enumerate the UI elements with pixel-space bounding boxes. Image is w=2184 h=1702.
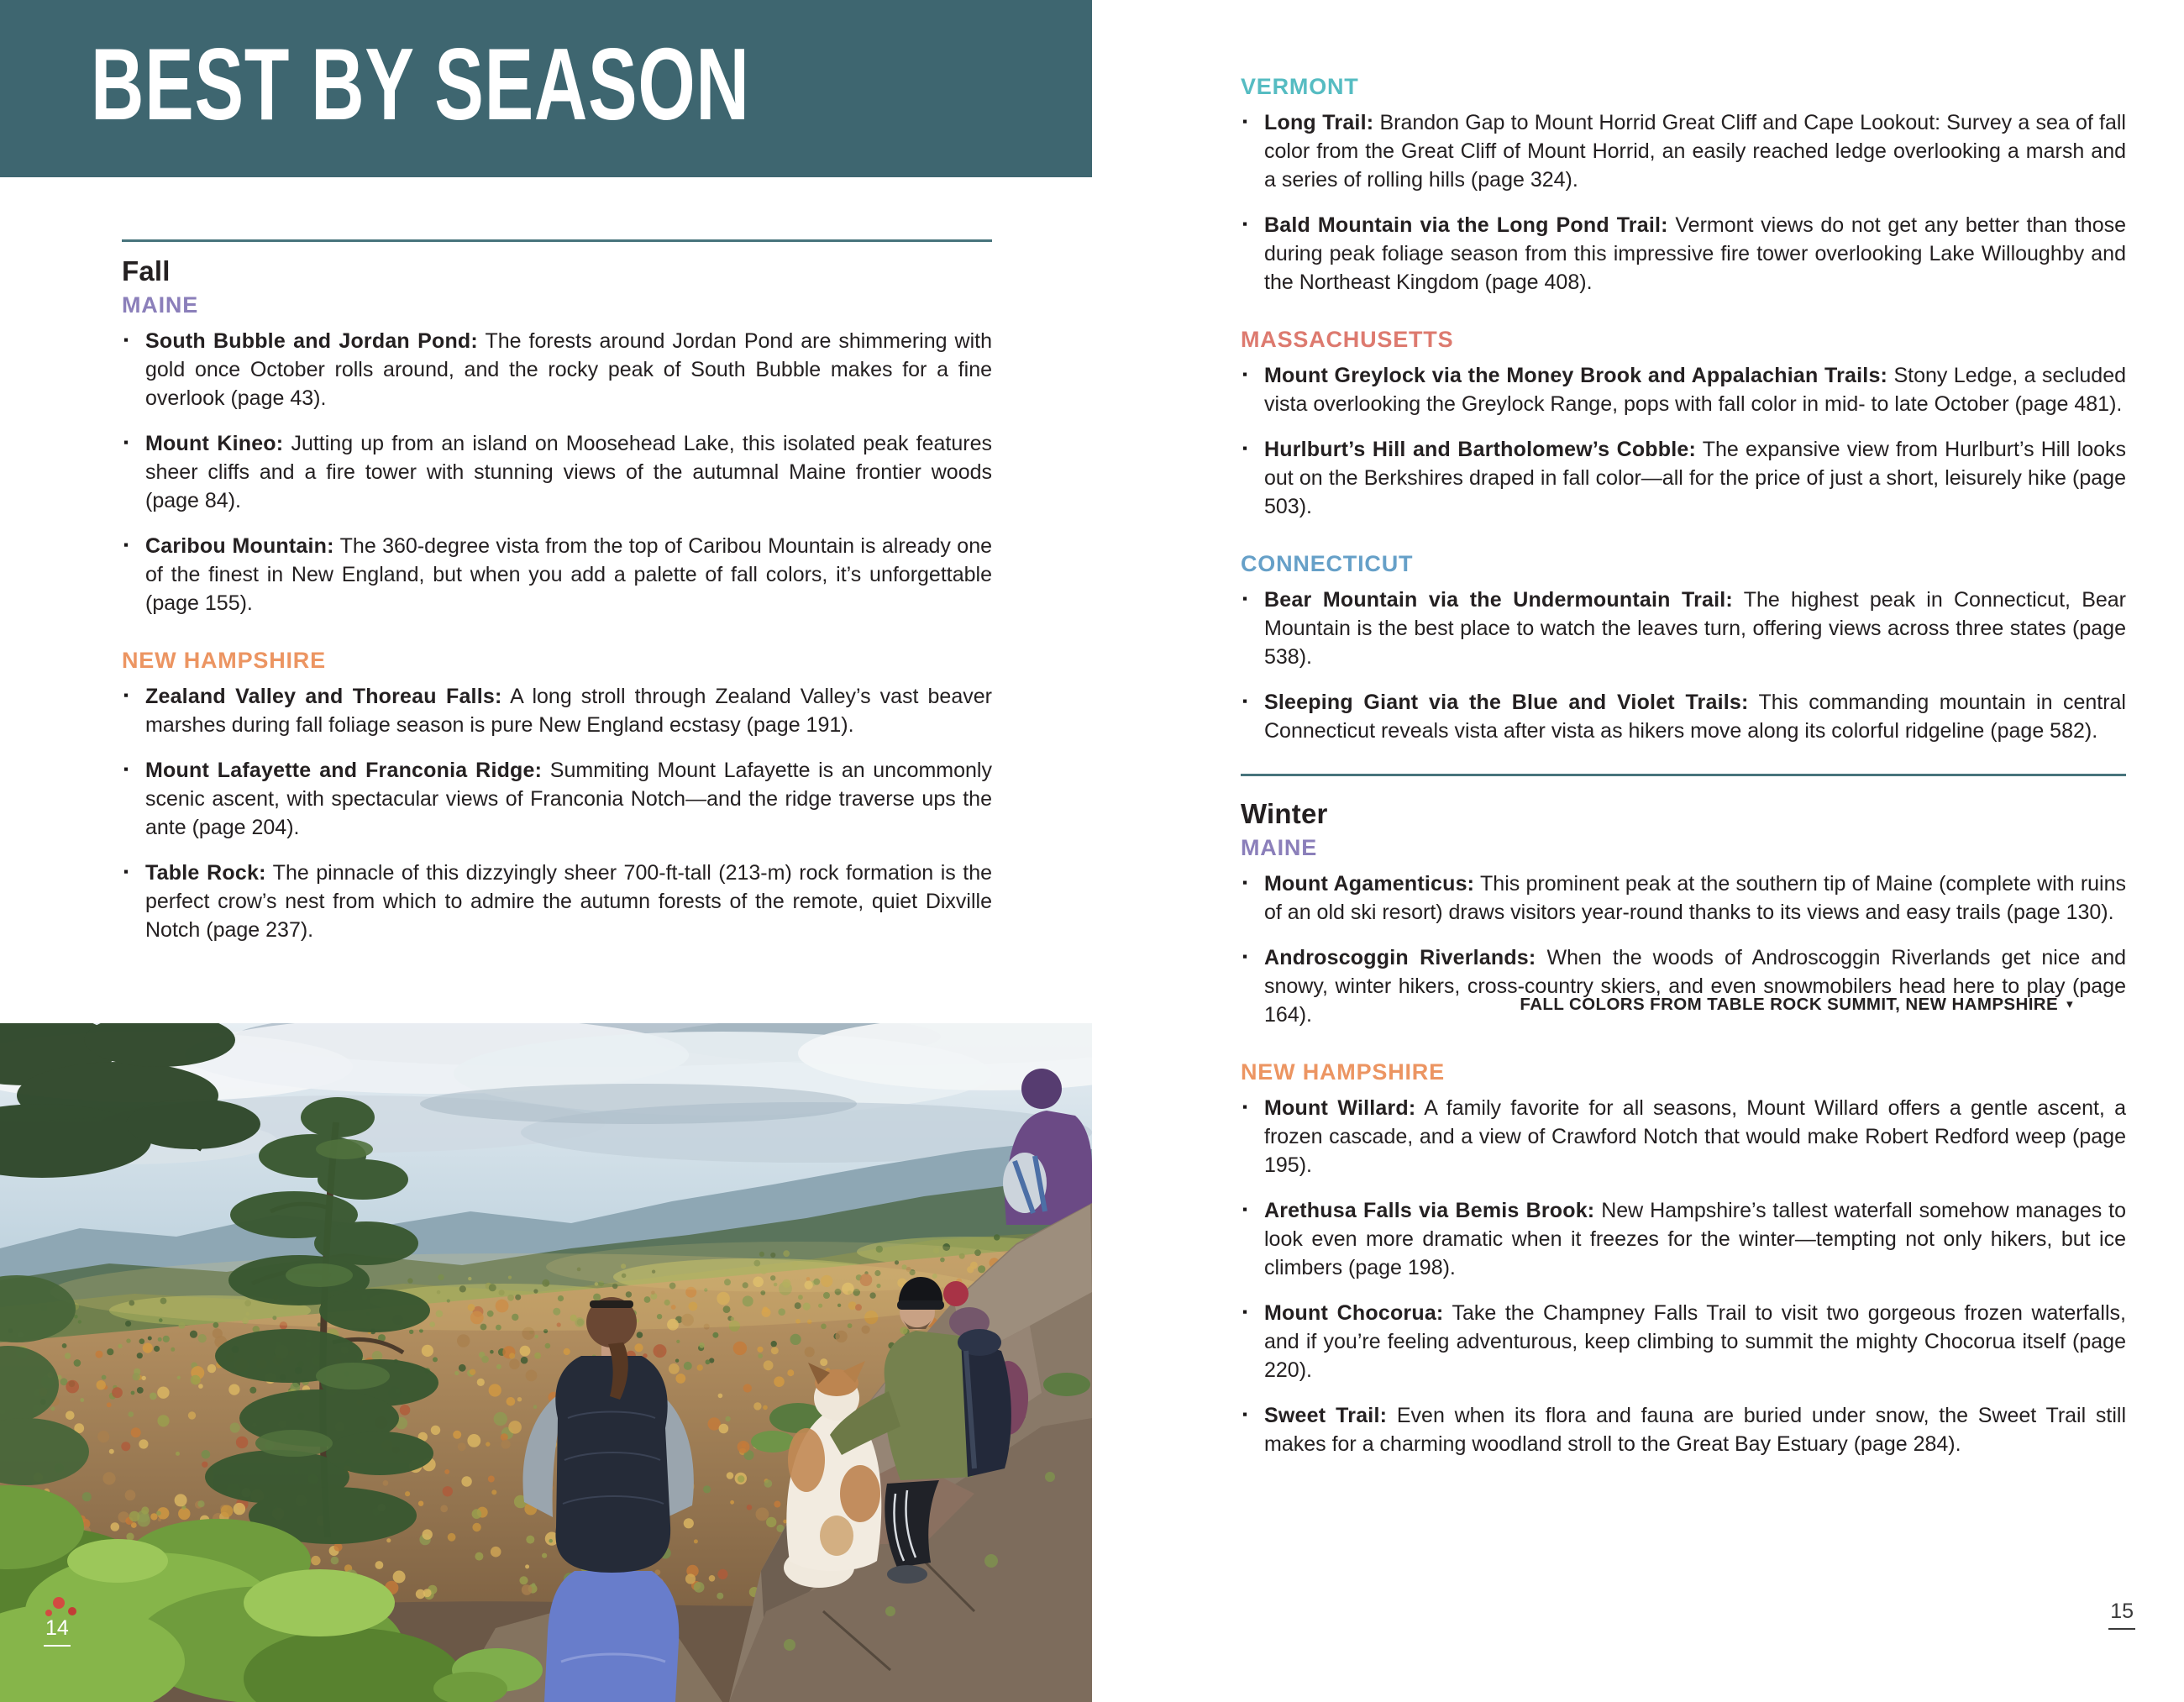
trail-desc: The highest peak in Connecticut, Bear Mountain is the best place to watch the leaves turn, offering views across three states (page 538). <box>1264 588 2126 669</box>
bullet-square-icon: ▪ <box>1242 1406 1248 1422</box>
page-number-left: 14 <box>44 1618 71 1647</box>
left-text-column <box>122 239 992 961</box>
section-divider <box>1241 774 2126 776</box>
trail-entry <box>122 859 992 944</box>
trail-name: Bald Mountain via the Long Pond Trail: <box>1264 213 1668 237</box>
trail-entry <box>122 429 992 515</box>
trail-name: South Bubble and Jordan Pond: <box>145 329 478 353</box>
trail-entry <box>1241 435 2126 521</box>
trail-desc: Summiting Mount Lafayette is an uncommonly scenic ascent, with spectacular views of Franconia Notch—and the ridge traverse ups the ante (page 204). <box>145 759 992 839</box>
state-heading-new-hampshire-winter: NEW HAMPSHIRE <box>1241 1059 1445 1085</box>
trail-desc: A long stroll through Zealand Valley’s vast beaver marshes during fall foliage season is pure New England ecstasy (page 191). <box>145 685 992 737</box>
caption-arrow-icon: ▾ <box>2066 997 2073 1011</box>
trail-name: Table Rock: <box>145 861 266 885</box>
trail-desc: Take the Champney Falls Trail to visit two gorgeous frozen waterfalls, and if you’re feeling adventurous, keep climbing to summit the mighty Chocorua itself (page 220). <box>1264 1301 2126 1382</box>
trail-name: Mount Lafayette and Franconia Ridge: <box>145 759 543 782</box>
trail-desc: This prominent peak at the southern tip of Maine (complete with ruins of an old ski resort) draws visitors year-round thanks to its views and easy trails (page 130). <box>1264 872 2127 924</box>
bullet-square-icon: ▪ <box>1242 875 1248 890</box>
bullet-square-icon: ▪ <box>123 864 129 880</box>
trail-desc: The pinnacle of this dizzyingly sheer 700-ft-tall (213-m) rock formation is the perfect crow’s nest from which to admire the autumn forests of the remote, quiet Dixville Notch (page 237). <box>145 861 993 942</box>
state-heading-maine-fall: MAINE <box>122 292 198 318</box>
trail-desc: The expansive view from Hurlburt’s Hill looks out on the Berkshires draped in fall color—all for the price of just a short, leisurely hike (page 503). <box>1264 438 2126 518</box>
season-heading-fall: Fall <box>122 255 171 286</box>
bullet-square-icon: ▪ <box>1242 693 1248 709</box>
trail-name: Mount Greylock via the Money Brook and Appalachian Trails: <box>1264 364 1888 387</box>
trail-entry <box>1241 869 2126 927</box>
trail-desc: Vermont views do not get any better than those during peak foliage season from this impressive fire tower overlooking Lake Willoughby and the Northeast Kingdom (page 408). <box>1264 213 2126 294</box>
right-text-column <box>1241 74 2126 1475</box>
trail-desc: This commanding mountain in central Connecticut reveals vista after vista as hikers move along its colorful ridgeline (page 582). <box>1264 691 2126 743</box>
trail-name: Sleeping Giant via the Blue and Violet Trails: <box>1264 691 1749 714</box>
state-heading-maine-winter: MAINE <box>1241 835 1317 860</box>
trail-entry <box>1241 361 2126 418</box>
trail-desc: Even when its flora and fauna are buried under snow, the Sweet Trail still makes for a charming woodland stroll to the Great Bay Estuary (page 284). <box>1264 1404 2126 1456</box>
state-heading-vermont: VERMONT <box>1241 74 1359 99</box>
trail-name: Androscoggin Riverlands: <box>1264 946 1536 969</box>
trail-entry <box>1241 1401 2126 1458</box>
bullet-square-icon: ▪ <box>123 761 129 777</box>
trail-entry <box>1241 108 2126 194</box>
bullet-square-icon: ▪ <box>1242 948 1248 964</box>
trail-desc: Brandon Gap to Mount Horrid Great Cliff and Cape Lookout: Survey a sea of fall color from the Great Cliff of Mount Horrid, an easily reached ledge overlooking a marsh and a series of rolling hills (page 324). <box>1264 111 2126 192</box>
bullet-square-icon: ▪ <box>123 687 129 703</box>
trail-entry <box>122 532 992 617</box>
trail-name: Hurlburt’s Hill and Bartholomew’s Cobble: <box>1264 438 1697 461</box>
bullet-square-icon: ▪ <box>1242 216 1248 232</box>
trail-name: Sweet Trail: <box>1264 1404 1388 1427</box>
trail-desc: The 360-degree vista from the top of Caribou Mountain is already one of the finest in New England, but when you add a palette of fall colors, it’s unforgettable (page 155). <box>145 534 993 615</box>
trail-name: Zealand Valley and Thoreau Falls: <box>145 685 502 708</box>
trail-entry <box>1241 211 2126 297</box>
bullet-square-icon: ▪ <box>1242 1201 1248 1217</box>
trail-name: Bear Mountain via the Undermountain Trail: <box>1264 588 1733 612</box>
trail-entry <box>122 327 992 412</box>
trail-entry <box>1241 943 2126 1029</box>
trail-entry <box>1241 1094 2126 1179</box>
section-divider <box>122 239 992 242</box>
trail-entry <box>1241 586 2126 671</box>
bullet-square-icon: ▪ <box>1242 1304 1248 1320</box>
trail-entry <box>1241 688 2126 745</box>
page-number-right: 15 <box>2108 1601 2135 1630</box>
bullet-square-icon: ▪ <box>1242 440 1248 456</box>
state-heading-massachusetts: MASSACHUSETTS <box>1241 327 1454 352</box>
state-heading-new-hampshire-fall: NEW HAMPSHIRE <box>122 648 326 673</box>
bullet-square-icon: ▪ <box>123 537 129 553</box>
trail-entry <box>1241 1196 2126 1282</box>
trail-name: Mount Willard: <box>1264 1096 1416 1120</box>
chapter-banner <box>0 0 1092 177</box>
bullet-square-icon: ▪ <box>1242 366 1248 382</box>
trail-entry <box>122 682 992 739</box>
bullet-square-icon: ▪ <box>1242 591 1248 607</box>
trail-name: Arethusa Falls via Bemis Brook: <box>1264 1199 1595 1222</box>
bullet-square-icon: ▪ <box>123 434 129 450</box>
trail-desc: New Hampshire’s tallest waterfall somehow manages to look even more dramatic when it freezes for the winter—tempting not only hikers, but ice climbers (page 198). <box>1264 1199 2126 1279</box>
bullet-square-icon: ▪ <box>1242 113 1248 129</box>
trail-name: Caribou Mountain: <box>145 534 334 558</box>
photo-caption-text: FALL COLORS FROM TABLE ROCK SUMMIT, NEW HAMPSHIRE <box>1520 995 2059 1014</box>
bullet-square-icon: ▪ <box>1242 1099 1248 1115</box>
trail-desc: Jutting up from an island on Moosehead Lake, this isolated peak features sheer cliffs and a fire tower with stunning views of the autumnal Maine frontier woods (page 84). <box>145 432 992 512</box>
season-heading-winter: Winter <box>1241 798 1328 829</box>
trail-name: Mount Agamenticus: <box>1264 872 1475 896</box>
trail-entry <box>122 756 992 842</box>
trail-entry <box>1241 1299 2126 1384</box>
chapter-title: BEST BY SEASON <box>91 27 750 141</box>
trail-name: Mount Chocorua: <box>1264 1301 1444 1325</box>
trail-name: Mount Kineo: <box>145 432 284 455</box>
trail-name: Long Trail: <box>1264 111 1374 134</box>
state-heading-connecticut: CONNECTICUT <box>1241 551 1414 576</box>
trail-desc: A family favorite for all seasons, Mount Willard offers a gentle ascent, a frozen cascade, and a view of Crawford Notch that would make Robert Redford weep (page 195). <box>1264 1096 2126 1177</box>
trail-desc: Stony Ledge, a secluded vista overlooking the Greylock Range, pops with fall color in mid- to late October (page 481). <box>1264 364 2126 416</box>
fall-foliage-photo <box>0 1023 1092 1702</box>
trail-desc: When the woods of Androscoggin Riverlands get nice and snowy, winter hikers, cross-country skiers, and even snowmobilers head here to play (page 164). <box>1264 946 2127 1027</box>
trail-desc: The forests around Jordan Pond are shimmering with gold once October rolls around, and the rocky peak of South Bubble makes for a fine overlook (page 43). <box>145 329 992 410</box>
bullet-square-icon: ▪ <box>123 332 129 348</box>
